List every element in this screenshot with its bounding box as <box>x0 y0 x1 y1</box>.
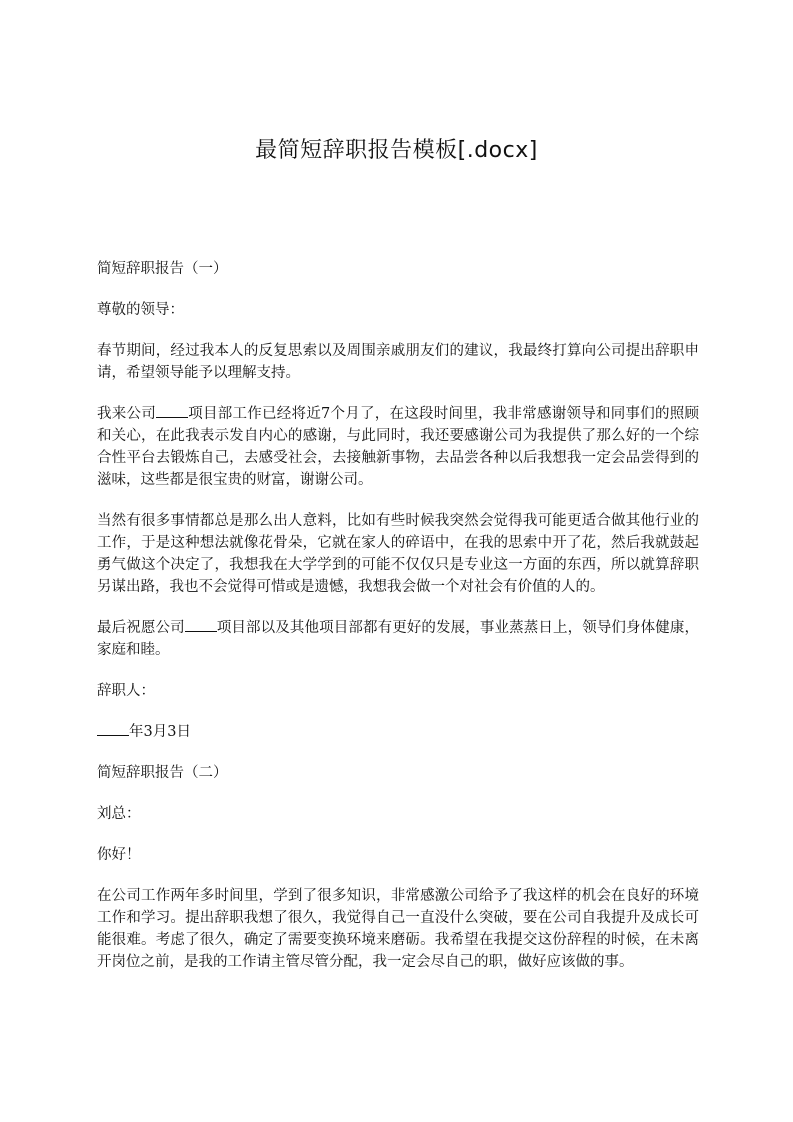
salutation-1: 尊敬的领导： <box>97 302 184 318</box>
paragraph-with-blank <box>97 617 699 661</box>
fill-in-blank <box>156 403 188 418</box>
paragraph: 在公司工作两年多时间里，学到了很多知识，非常感激公司给予了我这样的机会在良好的环境工作和学习。提出辞职我想了很久，我觉得自己一直没什么突破，要在公司自我提升及成长可能很难。考虑了很久，确定了需要变换环境来磨砺。我希望在我提交这份辞程的时候，在未离开岗位之前，是我的工作请主管尽管分配，我一定会尽自己的职，做好应该做的事。 <box>97 888 699 970</box>
signature-label: 辞职人： <box>97 683 155 699</box>
paragraph-with-blank <box>97 403 699 491</box>
paragraph-text-after: 项目部工作已经将近7个月了，在这段时间里，我非常感谢领导和同事们的照顾和关心，在此我表示发自内心的感谢，与此同时，我还要感谢公司为我提供了那么好的一个综合性平台去锻炼自己，去感受社会，去接触新事物，去品尝各种以后我想我一定会品尝得到的滋味，这些都是很宝贵的财富，谢谢公司。 <box>97 406 700 488</box>
fill-in-blank <box>97 721 129 736</box>
fill-in-blank <box>185 617 217 632</box>
document-body <box>97 258 699 992</box>
paragraph-text-before: 我来公司 <box>97 406 157 422</box>
greeting: 你好！ <box>97 847 141 863</box>
paragraph-text-after: 项目部以及其他项目部都有更好的发展，事业蒸蒸日上，领导们身体健康，家庭和睦。 <box>97 620 700 658</box>
paragraph: 当然有很多事情都总是那么出人意料，比如有些时候我突然会觉得我可能更适合做其他行业的工作，于是这种想法就像花骨朵，它就在家人的碎语中，在我的思索中开了花，然后我就鼓起勇气做这个决定了，我想我在大学学到的可能不仅仅只是专业这一方面的东西，所以就算辞职另谋出路，我也不会觉得可惜或是遗憾，我想我会做一个对社会有价值的人的。 <box>97 513 699 595</box>
salutation-2: 刘总： <box>97 806 141 822</box>
paragraph: 春节期间，经过我本人的反复思索以及周围亲戚朋友们的建议，我最终打算向公司提出辞职申请，希望领导能予以理解支持。 <box>97 343 699 381</box>
document-title: 最简短辞职报告模板[.docx] <box>255 138 538 163</box>
date-line <box>97 721 699 743</box>
paragraph-text-before: 最后祝愿公司 <box>97 620 185 636</box>
date-text-after: 年3月3日 <box>129 724 191 740</box>
section-heading-2: 简短辞职报告（二） <box>97 765 228 781</box>
section-heading-1: 简短辞职报告（一） <box>97 261 228 277</box>
